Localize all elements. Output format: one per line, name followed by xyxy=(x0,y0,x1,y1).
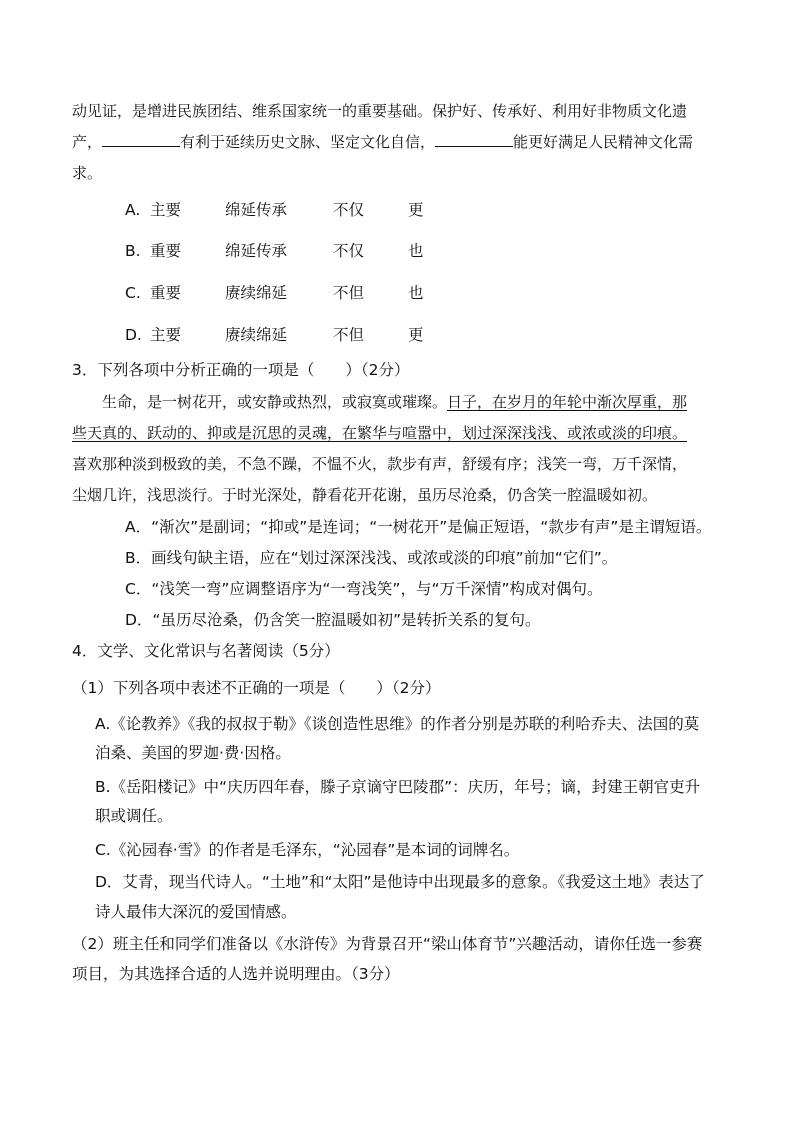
q4-option-b-line-2: 职或调任。 xyxy=(95,807,173,825)
q4-sub2-line-2: 项目，为其选择合适的人选并说明理由。（3分） xyxy=(72,965,400,983)
q4-option-b-line-1: B.《岳阳楼记》中“庆历四年春，滕子京谪守巴陵郡”：庆历，年号；谪，封建王朝官吏升 xyxy=(95,778,701,796)
q4-option-a-line-2: 泊桑、美国的罗迦·费·因格。 xyxy=(95,744,291,762)
q3-option-a: A．“渐次”是副词；“抑或”是连词；“一树花开”是偏正短语，“款步有声”是主谓短语。 xyxy=(125,518,712,536)
q3-option-c: C．“浅笑一弯”应调整语序为“一弯浅笑”，与“万千深情”构成对偶句。 xyxy=(125,580,603,598)
q3-passage-line-3: 喜欢那种淡到极致的美，不急不躁，不愠不火，款步有声，舒缓有序；浅笑一弯，万千深情， xyxy=(72,455,688,473)
q4-option-a-line-1: A.《论教养》《我的叔叔于勒》《谈创造性思维》的作者分别是苏联的利哈乔夫、法国的莫 xyxy=(95,715,700,733)
q3-stem: 3．下列各项中分析正确的一项是（ ）（2分） xyxy=(72,361,410,379)
q3-passage-line-1: 生命，是一树花开，或安静或热烈，或寂寞或璀璨。日子，在岁月的年轮中渐次厚重，那 xyxy=(102,393,688,411)
intro-line-2-start: 产， xyxy=(72,133,103,151)
intro-line-2-end: 能更好满足人民精神文化需 xyxy=(513,133,694,151)
intro-line-2-middle: 有利于延续历史文脉、坚定文化自信， xyxy=(180,133,436,151)
answer-blank-1 xyxy=(102,132,180,147)
intro-line-1: 动见证，是增进民族团结、维系国家统一的重要基础。保护好、传承好、利用好非物质文化遗 xyxy=(72,102,688,120)
intro-line-3: 求。 xyxy=(72,164,103,182)
exam-page: 动见证，是增进民族团结、维系国家统一的重要基础。保护好、传承好、利用好非物质文化遗 产， 有利于延续历史文脉、坚定文化自信， 能更好满足人民精神文化需 求。 A. 主要 绵延传承 不仅 更 B. 重要 绵延传承 不仅 也 C. 重要 赓续绵延 不但 也 D. 主要 赓续绵延 不但 更 3．下列各项中分析正确的一项是（ ）（2分） 生命，是一树花开，或安静或热烈，或寂寞或璀璨。日子，在岁月的年轮中渐次厚重，那 些天真的、跃动的、抑或是沉思的灵魂，在繁华与喧嚣中，划过深深浅浅、或浓或淡的印痕。 喜欢那种淡到极致的美，不急不躁，不愠不火，款步有声，舒缓有序；浅笑一弯，万千深情， 尘烟几许，浅思淡行。于时光深处，静看花开花谢，虽历尽沧桑，仍含笑一腔温暖如初。 A．“渐次”是副词；“抑或”是连词；“一树花开”是偏正短语，“款步有声”是主谓短语。 B．画线句缺主语，应在“划过深深浅浅、或浓或淡的印痕”前加“它们”。 C．“浅笑一弯”应调整语序为“一弯浅笑”，与“万千深情”构成对偶句。 D．“虽历尽沧桑，仍含笑一腔温暖如初”是转折关系的复句。 4．文学、文化常识与名著阅读（5分） （1）下列各项中表述不正确的一项是（ ）（2分） A.《论教养》《我的叔叔于勒》《谈创造性思维》的作者分别是苏联的利哈乔夫、法国的莫 泊桑、美国的罗迦·费·因格。 B.《岳阳楼记》中“庆历四年春，滕子京谪守巴陵郡”：庆历，年号；谪，封建王朝官吏升 职或调任。 C.《沁园春·雪》的作者是毛泽东，“沁园春”是本词的词牌名。 D．艾青，现当代诗人。“土地”和“太阳”是他诗中出现最多的意象。《我爱这土地》表达了 诗人最伟大深沉的爱国情感。 （2）班主任和同学们准备以《水浒传》为背景召开“梁山体育节”兴趣活动，请你任选一参赛 项目，为其选择合适的人选并说明理由。（3分） xyxy=(72,102,712,983)
answer-blank-2 xyxy=(435,132,513,147)
q4-option-d-line-1: D．艾青，现当代诗人。“土地”和“太阳”是他诗中出现最多的意象。《我爱这土地》表达了 xyxy=(95,873,705,891)
q4-option-d-line-2: 诗人最伟大深沉的爱国情感。 xyxy=(95,903,297,921)
q3-passage-line-4: 尘烟几许，浅思淡行。于时光深处，静看花开花谢，虽历尽沧桑，仍含笑一腔温暖如初。 xyxy=(72,486,658,504)
q4-sub1-stem: （1）下列各项中表述不正确的一项是（ ）（2分） xyxy=(72,679,441,697)
q3-passage-line-2: 些天真的、跃动的、抑或是沉思的灵魂，在繁华与喧嚣中，划过深深浅浅、或浓或淡的印痕。 xyxy=(72,424,688,442)
q3-option-b: B．画线句缺主语，应在“划过深深浅浅、或浓或淡的印痕”前加“它们”。 xyxy=(125,549,618,567)
intro-line-2 xyxy=(72,131,693,153)
q4-option-c: C.《沁园春·雪》的作者是毛泽东，“沁园春”是本词的词牌名。 xyxy=(95,841,520,859)
q4-stem: 4．文学、文化常识与名著阅读（5分） xyxy=(72,642,340,660)
q3-option-d: D．“虽历尽沧桑，仍含笑一腔温暖如初”是转折关系的复句。 xyxy=(125,611,541,629)
underlined-sentence: 日子，在岁月的年轮中渐次厚重，那 xyxy=(447,393,688,411)
q4-sub2-line-1: （2）班主任和同学们准备以《水浒传》为背景召开“梁山体育节”兴趣活动，请你任选一参赛 xyxy=(72,935,703,953)
